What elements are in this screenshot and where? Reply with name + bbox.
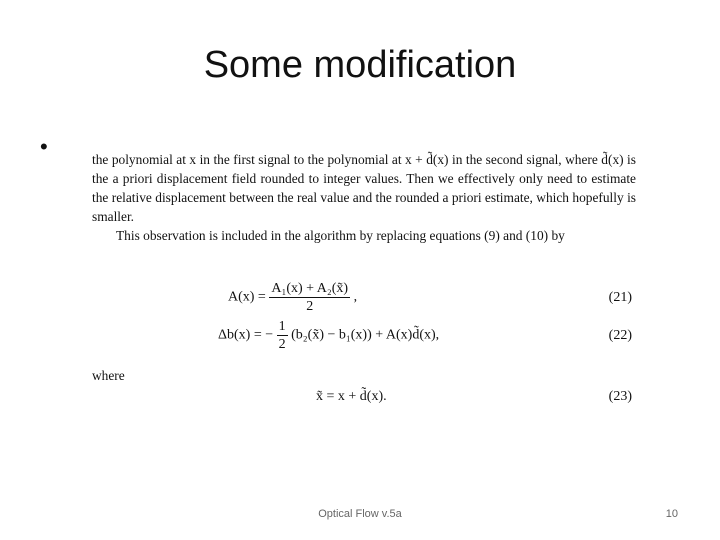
equation-21-tail: , [353,289,358,305]
bullet-marker: • [40,134,48,159]
slide-footer: Optical Flow v.5a [318,508,402,520]
equation-21-numerator: A₁(x) + A₂(x̃) [271,281,349,296]
equation-22 [218,318,439,353]
equation-22-numerator: 1 [278,319,286,334]
slide-title: Some modification [203,44,517,86]
equation-23-number: (23) [608,389,632,404]
equation-22-fraction [277,318,288,353]
equation-22-rhs: (b₂(x̃) − b₁(x)) + A(x)d̃(x), [291,327,440,343]
paper-paragraph-2: This observation is included in the algorithm by replacing equations (9) and (10) by [116,228,565,243]
page-number: 10 [665,508,678,520]
equation-21-lhs: A(x) = [228,289,266,305]
where-label: where [92,368,125,383]
equation-22-number: (22) [608,328,632,343]
equation-22-lhs: Δb(x) = − [218,327,274,343]
equation-21-denominator: 2 [306,299,314,314]
equation-21-fraction [269,280,350,315]
equation-22-denominator: 2 [278,337,286,352]
equation-21 [228,280,357,315]
paper-paragraph-1: the polynomial at x in the first signal to the polynomial at x + d̃(x) in the second signal, where d̃(x) is the a priori displacement field rounded to integer values. Then we effectively only need to estimate the relative displacement between the real value and the rounded a priori estimate, which hopefully is smaller. [92,152,636,224]
equation-23: x̃ = x + d̃(x). [316,389,387,404]
equation-21-number: (21) [608,290,632,305]
